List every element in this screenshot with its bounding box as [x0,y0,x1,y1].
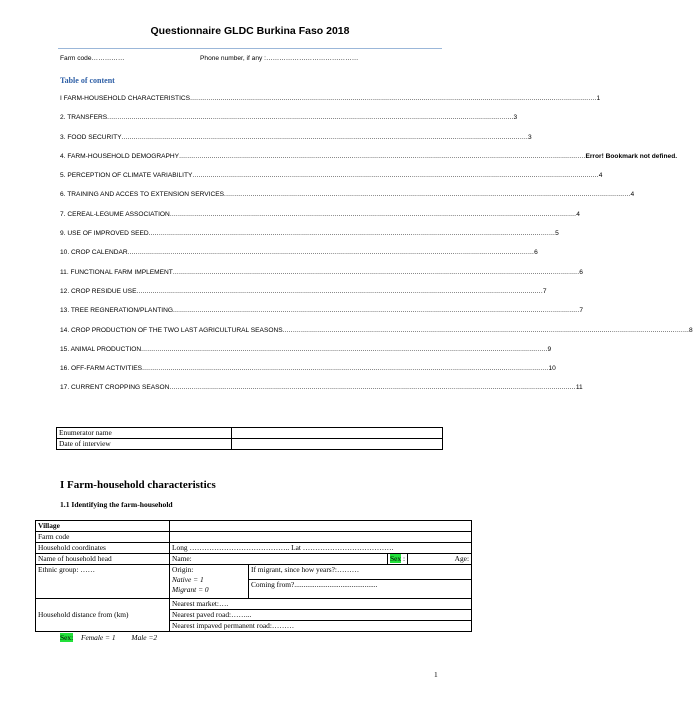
toc-entry[interactable] [60,249,538,268]
nearest-impaved-road-field[interactable]: Nearest impaved permanent road:……… [170,621,472,632]
toc-entry-label: 12. CROP RESIDUE USE [60,287,137,295]
toc-entry-label: 16. OFF-FARM ACTIVITIES [60,365,143,373]
toc-entry-label: 14. CROP PRODUCTION OF THE TWO LAST AGRICULTURAL SEASONS [60,326,283,334]
date-of-interview-value[interactable] [232,439,443,450]
sex-legend-label: Sex: [60,633,74,642]
toc-entry-label: 2. TRANSFERS [60,114,108,122]
farm-code-value[interactable] [170,532,472,543]
village-value[interactable] [170,521,472,532]
phone-number-field: Phone number, if any :…………………………………… [200,55,359,62]
toc-entry-label: 11. FUNCTIONAL FARM IMPLEMENT [60,268,173,276]
date-of-interview-label: Date of interview [57,439,232,450]
toc-leader-dots: ........................................................................................................................................................................................................ [142,365,549,373]
page-number: 1 [434,670,438,679]
longitude-field: Long ………………………………….. [172,543,290,552]
migrant-code: Migrant = 0 [172,585,209,594]
nearest-paved-road-field[interactable]: Nearest paved road:……... [170,610,472,621]
coordinates-value[interactable] [170,543,472,554]
toc-leader-dots: ........................................................................................................................................................................................................ [172,268,580,276]
toc-entry-page: 8 [689,326,693,334]
toc-heading: Table of content [60,76,115,85]
toc-entry-label: 4. FARM-HOUSEHOLD DEMOGRAPHY [60,152,180,160]
toc-leader-dots: ........................................................................................................................................................................................................ [192,172,599,180]
toc-entry-label: 7. CEREAL-LEGUME ASSOCIATION [60,210,170,218]
toc-entry-page: 5 [555,230,559,238]
table-of-contents [60,95,693,404]
toc-leader-dots: ........................................................................................................................................................................................................ [282,326,690,334]
toc-entry-label: 10. CROP CALENDAR [60,249,128,257]
toc-entry-page: 9 [547,345,552,353]
sex-field[interactable]: Sex : [388,554,408,565]
toc-entry-page: 1 [596,95,601,102]
native-code: Native = 1 [172,575,204,584]
toc-entry-page: 3 [527,133,532,141]
toc-entry[interactable] [60,152,678,172]
toc-entry[interactable] [60,172,603,191]
toc-entry-page: 7 [579,307,584,315]
coordinates-label: Household coordinates [36,543,170,554]
toc-leader-dots: ........................................................................................................................................................................................................ [136,287,543,295]
toc-entry-page: 4 [598,172,603,180]
toc-entry[interactable] [60,191,635,210]
toc-entry[interactable] [60,230,559,249]
header-rule [58,48,442,49]
head-name-field[interactable]: Name: [170,554,388,565]
toc-entry[interactable] [60,268,583,288]
migrant-years-field[interactable]: If migrant, since how years?:……… [249,565,472,580]
household-head-label: Name of household head [36,554,170,565]
toc-entry[interactable] [60,133,532,153]
toc-entry-label: 15. ANIMAL PRODUCTION [60,345,142,353]
enumerator-table [56,427,443,450]
toc-leader-dots: ........................................................................................................................................................................................................ [179,152,586,160]
toc-leader-dots: ........................................................................................................................................................................................................ [190,95,597,102]
toc-entry-page: 4 [576,210,580,218]
toc-entry[interactable] [60,384,583,403]
toc-leader-dots: ........................................................................................................................................................................................................ [169,210,577,218]
section-heading: I Farm-household characteristics [60,479,216,491]
subsection-heading: 1.1 Identifying the farm-household [60,500,173,509]
toc-leader-dots: ........................................................................................................................................................................................................ [141,345,548,353]
toc-leader-dots: ........................................................................................................................................................................................................ [172,307,580,315]
toc-entry[interactable] [60,95,601,114]
distance-label: Household distance from (km) [36,599,170,632]
toc-entry[interactable] [60,345,552,365]
toc-entry-page: 7 [542,287,547,295]
toc-entry-page: 6 [534,249,538,257]
household-table [35,520,472,632]
toc-entry-label: 5. PERCEPTION OF CLIMATE VARIABILITY [60,172,193,180]
toc-leader-dots: ........................................................................................................................................................................................................ [121,133,528,141]
toc-leader-dots: ........................................................................................................................................................................................................ [224,191,631,199]
toc-entry-label: 6. TRAINING AND ACCES TO EXTENSION SERVICES [60,191,225,199]
sex-legend [60,633,157,642]
age-field[interactable]: Age: [408,554,472,565]
nearest-market-field[interactable]: Nearest market:…. [170,599,472,610]
female-code: Female = 1 [81,633,116,642]
ethnic-group-field[interactable]: Ethnic group: …… [36,565,170,599]
toc-entry[interactable] [60,365,556,384]
enumerator-name-label: Enumerator name [57,428,232,439]
toc-entry-label: 13. TREE REGNERATION/PLANTING [60,307,173,315]
toc-entry-page: 3 [513,114,518,122]
latitude-field: Lat ………………………………. [291,543,394,552]
toc-leader-dots: ........................................................................................................................................................................................................ [127,249,535,257]
toc-entry[interactable] [60,307,584,326]
enumerator-name-value[interactable] [232,428,443,439]
toc-leader-dots: ........................................................................................................................................................................................................ [169,384,576,392]
toc-entry-page: 11 [575,384,583,392]
male-code: Male =2 [131,633,158,642]
toc-entry-label: 9. USE OF IMPROVED SEED [60,230,149,238]
village-label: Village [36,521,170,532]
document-title: Questionnaire GLDC Burkina Faso 2018 [150,25,350,37]
sex-highlight: Sex [390,554,402,563]
toc-entry-label: 3. FOOD SECURITY [60,133,122,141]
toc-entry-page: 4 [630,191,635,199]
toc-entry-page: Error! Bookmark not defined. [585,152,678,160]
toc-entry-page: 6 [579,268,583,276]
toc-leader-dots: ........................................................................................................................................................................................................ [148,230,556,238]
origin-field[interactable]: Origin: Native = 1 Migrant = 0 [170,565,249,599]
coming-from-field[interactable]: Coming from?............................................. [249,580,472,599]
farm-code-label: Farm code [36,532,170,543]
toc-entry[interactable] [60,287,547,307]
toc-entry-label: 17. CURRENT CROPPING SEASON [60,384,170,392]
toc-entry[interactable] [60,326,693,346]
toc-entry[interactable] [60,210,580,230]
toc-entry-label: I FARM-HOUSEHOLD CHARACTERISTICS [60,95,191,102]
toc-entry[interactable] [60,114,518,133]
toc-leader-dots: ........................................................................................................................................................................................................ [107,114,514,122]
toc-entry-page: 10 [548,365,556,373]
farm-code-field: Farm code…………… [60,55,125,62]
